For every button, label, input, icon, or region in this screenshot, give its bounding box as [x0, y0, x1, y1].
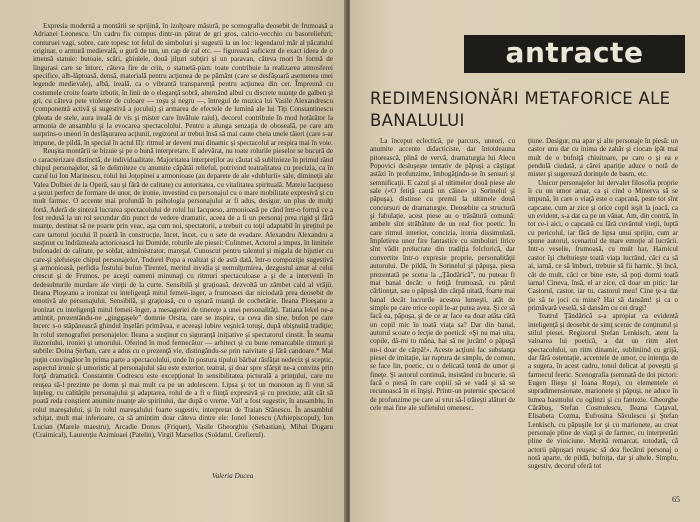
- page-number: 65: [672, 495, 680, 504]
- left-paragraph-2: Reuşita montării se bizuie şi pe o bună interpretare. E adevărat, nu toate rolurile pieselor se bucură de o caracterizare distinctă, de individualitate. Majoritatea interpreţilor au căutat să sublinieze în primul rând chipul personajelor, să le delimiteze cu anumite căpătâi relieful, potrivind teatralitatea cu precizia, ca în cazul lui Ion Marinescu, rolul lui Joţopinei a armonioase (au deparete de ale «dublurii» sale, dimineţii ale Valea Dolbiei de la Operă, sau şi fără de calitate) cu autoritatea, cu vitalitatea spirituală. Mateiu Iacqueso a şezut perfect de formare de unor, de ironie, investind cu personajul cu o mare mobilitate expresivă şi cu mult farmec. O accente mai profundă în psihologia personajului ar fi adus, desigur, un plus de mulţi fortă. Aderă de sinteză lucrarea spectacolului de rolul lui Iacqueso, armonioasă pe când într-o formă ce a fost redusă la un rol secundar din punct de vedere dramatic, aceea de a fi un personaj prea rigid şi fără nuanţe, destinat să ne poarte prin veac, aşa cum noi, spectatorii, a trebuit cu toţii adaptabil în şireţitul pe care tartorul jocului îl poartă în construcţie, încet, încet, cu o sete de evadare. Alexandru Alexandru a susţinut cu îndrăzneala actoricească lui Domide, rolurile ale piesei: Colinmet, Actorul a impus, în limitele bufonadei de calitate, pe soldat, administrator, mareşal. Cunoscut pentru talentul şi migala de bijutier cu care-şi şlefuieşte chipul personajelor, Tudorel Popa a realizat şi de astă dată, într-o compoziţie sugestivă şi armonioasă, perfidia fostului bufon Tirentel, meritul invidia şi nemulţumirea, dezgustul amar al celui crescut şi de Frumos, pe aceşti oameni minunaţi cu ritmuri spectaculoase a şi de a intervenii în dedesubturile murdare ale vieţii de la curte. Sensibilă şi graţioasă, dezvoltă un zâmbet cald al vrăjii. Ileana Ploşeanu a ironizat cu inteligenţă mitul femeii-inger, a frumoasei dar niciodată prea deosebit de emotivă ale personajului. Sensibilă, şi graţioasă, cu o uşoară nuanţă de cochetărie. Ileana Ploeşanu a ironizat cu inteligenţă mitul femeii-înger, a mesageriei de tinereţe a unei personalităţi. Tatiana Iekel ne-a amintit, prezentându-ne „ginggaşele” domnie Orsita, care se inspira, ca ceva din sine, bufon pe care încerc s-o stăpânească ghindul înşelări primăvaa, e aceeaşi iubire veşnică totuşi, după obişnuită tradiţie; în rolul stenografiei personajelor. Ileana a susţinut cu siguranţă iniţiative şi spectatorul cinstit. În seama iluzoriului, ironiei şi umorului. Oferind în mod fermecător — arhitect şi cu bune remarcabile ritmuri şi subtile: Doina Şerban, care a adus cu o prezenţă vie, distingându-se prin naivitate şi fără candoare.* Mai puţin convingător în prima parte a spectacolului, unde în postura tipului bărbat răsfăţat nedeciz şi sceptic, aspectul ironic şi umoristic al personajului său este exterior, teatral, şi doar spre sfârşit ne-a convins prin forţă dramatică. Constantin Codrescu este excepţional în sensibilitatea picturală a prinţului, care nu reuşea să-l prezinte pe domn şi mai mult ca pe un adolescent. Lipsa şi tot un monoton aş fi vrut să înţeleg, cu calităţile personajului şi adaptarea, rolul de a fi o fiinţă expresivă şi cu precizie, atât cât să poată reda conştient anumite nuanţe ale spiritului, dar după o vreme. Vai! a fost sugestiv, în ansamblu, în rolul mareşalului, şi în rolul mareşalului foarte sugestiv, interpretat de Traian Stănescu. În ansamblul schiţat, mult mai inferioare, ca să amintim doar câteva dintre ele: Ionel Ionescu (Arhiepiscopul), Ion Lucian (Marele maestru), Arcadie Donos (Friquet), Vasile Gheorghiu (Sebastian), Mihai Dogaru (Craimical), Laurenţiu Azimioaei (Patelin), Virgil Marsellos (Soldatul, Grefierul).: [33, 147, 333, 439]
- left-article-body: [33, 22, 333, 439]
- article-column-1: [370, 137, 515, 412]
- section-banner: [464, 35, 685, 73]
- article-headline: REDIMENSIONĂRI METAFORICE ALE BANALULUI: [370, 89, 671, 130]
- author-signature: Valeria Ducea: [212, 472, 254, 480]
- article-column-2: [528, 137, 678, 471]
- column-2-paragraph-2: Unicor personajelor lui dervalet filosofia proprie îi cu un umor amar, ca şi cind o Minerva să se impună, în care o viaţă este o capcană, peste tot sînt capcane, cum ar zice şi orice copil ieşit la joacă, ca un evident, s-a dat ca pe un vânat. Am, din contră, în tot ce-i aici, o capcană cu fără cuvântul vieţii, luptă cu pericolul, iar fără de lipsa unui sprijin, cum ar spune autorul, scenariul de mare emoţie al lucrării. Intr-o veselie, frumoasă, cu mult har, Harnicul castor îşi cheltuieşte toată viaţa lucrând, căci ca să ai, iarnă, ce să îmbuci, trebuie să fii harnic. Şi încă, cât de mult, căci ce bine este, să poţi dormi toată iarna! Cineva, însă, el ar zice, că doar un pitic: Iar Castorul, castor, iar tu, castorul meu! Cine ţe-a dat ţie să te joci cu mine? Hai să dansăm! şi ca o primăvară veselă, să dansăm cu cei dragi!: [528, 178, 678, 312]
- column-1-paragraph: La început eclectică, pe parcurs, uneori, cu anumite accente didacticiste, dar întotdeauna pitorească, plină de vervă, dramaturgia lui Alecu Popovici desluşeşte tentativ de păpuşi a câştigat astăzi în profunzime, îmbogăţindu-se în sensuri şi semnificaţii. E cazul şi al ultimelor două piese ale sale («O fetiţă caută un câine» şi Sorinelul şi păpuşa), distinse cu premii la ultimele două concursuri de dramaturgie. Deosebite ca structură şi fabulaţie, acest piese au o trăsătură comună: ambele sînt străbătute de un real fior poetic. În care ritmul interior, concizia, ironia dissimulată, împletirea unor fire fantastice cu simboluri lirice sînt vădit prelucrate din tradiţia folclorică, dar convertite într-o expresie proprie, personalităţii autorului. De pildă, în Sorinelul şi păpuşa, piesa prezentată pe scena la „Ţăndărică”, nu puteau fi mai banal decât: o fetiţă frumoasă, cu părul cârlionţat, sau o păpuşă din cârpă uitată, foarte mai banal decât lucrurile acestea lumeşti, atât de simple pe care orice copil le-ar putea avea. Şi ce să facă ea, păpuşa, şi de ce ar face ea doar atâta câtă un copil mic în toată viaţa sa? Dar din banal, autorul scoate o lecţie de poetică: «Şi nu mai uita, copile, dă-mi tu mâna, hai să ne jucăm! o păpuşă nu-i doar de cârpă!». Aceste acţiuni fac substanţa piesei de imitaţie, iar ruptura de simplu, de comun, se face lin, poetic, cu o delicată tentă de umor şi fineţe. Şi autorul continuă, insistând cu bucurie, să facă o piesă în care copiii să se vadă şi să se recunoască în ei înşişi. Printr-un puternic spectacol de profunzime pe care ai vrut să-l trăieşti alături de cele mai fine ale sufletului omenesc.: [370, 137, 515, 412]
- left-paragraph-1: Expresia modernă a montării se sprijină, în izolţoare măsură, pe scenografia deosebit de frumoasă a Adrianei Leonescu. Un cadru fix compus dintr-un pătrat de gri gros, calcio-vecchio cu basoreliefuri; conturuei vagi, sobre, care topesc tot felul de simboluri şi sugestii la un loc: legendarul măr al păcatului originar, o armură medievală, o gură de tun, un cap de cal etc. — figurează suficient de exact ideea de o imensă statuie: butoaie, scări, ghiulele, două jilţuri subţiri şi un paravan, câteva mori în formă de lingurasi care se întorc, câteva fire de crin, o statuetă-pian: toate contribuie la realizarea atmosferei specifice, alb-lăptoasă, densă, materială pentru acţiunea de pe pământ (care se desfăşoară asemenea unei legende medievale), albă, ireală, ca o vibrantă transparenţă pentru acţiunea din cer. Împreună cu costumele croite foarte izbutit, în linii de o eleganţă sobră, alternând albul cu discrete nuanţe de galben şi gri, cu câteva pete violente de culoare — roşu şi negru —, întregul de muzica lui Vasile Alexandrescu (componentă activă şi sugestivă a jocului) şi armarea de efectele de lumină ale lui Tiţi Constantinescu (pleata de stele, aura ireală de vis şi mister care învăluie raiul), decorul contribuie în mod hotărâtor la armonia de ansamblu şi la evocarea spectacolului. Pentru a alunga senzaţia de obosealǎ, pe care am surprins-o uneori în desfăşurarea acţiunii, regizorul ar trebui însă să mai caute cheia unele tăieri (care s-ar impune, de pildă, în special în actul II): ritmul ar deveni mai dinamic şi spectacolul ar respira mai în voie.: [33, 22, 333, 147]
- left-page: [0, 0, 346, 522]
- column-2-paragraph-1: ţiune. Desigur, ma apar şi alte personaje în piesă: un castor unu dar cu inima de zahăr şi ciocan ipăt mai mult de o bufniţă chiuitoare, pe care o şi ea e pendulă ciudată, a cărei apariţie aduce o notă de mister şi sugerează dorinţele de basm, etc.: [528, 137, 678, 179]
- right-page: [350, 0, 700, 522]
- section-title: antracte: [505, 36, 644, 69]
- column-2-paragraph-3: Teatrul Ţăndărică s-a apropiat ca evidentă inteligenţă şi deosebit de simţ scenic de conţinutul şi stilul piesei. Regizorul Ştefan Lenkisch, atent la valoarea lui poetică, a dat un ritm alert spectacolului, un ritm dinamic, subliniind cu grijă, dar fără ostentaţie, accentele de umor, cu intenţia de a sugera, în acest cadru, tonul delicat al poveştii şi farmecul feeric. Scenografia (semnată de doi pictori: Eugen Ilieşu şi Ioana Roşu), cu elementele ei supradimensionate, marionete şi păpuşi, ne aduce în lumea basmului cu oglinzi şi cu fantezie. Gheorghe Cărăbuş, Stefan Cosmulescu, Ileana Caţaval, Elisabeta Cozma, Eufrosina Săvulescu şi Ştefan Lenkisch, cu păpuşile lor şi cu marionete, au creat personaje pline de viaţă şi de farmec, cu interpretări pline de vioiciune. Merită remarcat, totodată, că actorii păpuşari reuşesc să dea fiecărui personaj o notă aparte, de pildă, bufniţa, dar şi altele. Simplu, sugestiv, decorul oferă tot: [528, 312, 678, 471]
